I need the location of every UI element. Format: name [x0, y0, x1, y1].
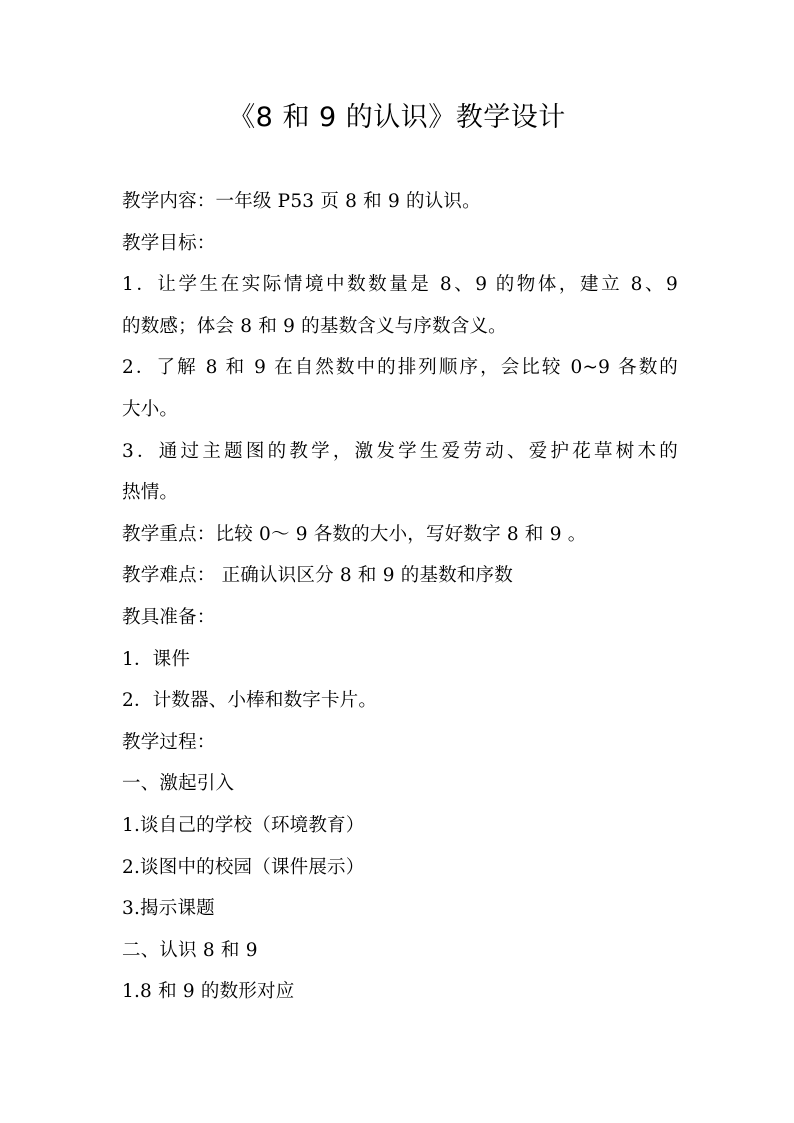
document-body — [122, 181, 678, 1013]
materials-item-1: 1．课件 — [122, 648, 191, 670]
section-2-item-1: 1.8 和 9 的数形对应 — [122, 981, 295, 1003]
teaching-process-heading: 教学过程： — [122, 731, 216, 753]
goal-1-line-1: 1．让学生在实际情境中数数量是 8、9 的物体，建立 8、9 — [122, 274, 678, 296]
goal-1-line-2: 的数感；体会 8 和 9 的基数含义与序数含义。 — [122, 315, 507, 337]
teaching-difficulty-line: 教学难点： 正确认识区分 8 和 9 的基数和序数 — [122, 565, 513, 587]
section-1-item-3: 3.揭示课题 — [122, 898, 215, 920]
teaching-focus-line: 教学重点：比较 0～ 9 各数的大小，写好数字 8 和 9 。 — [122, 523, 587, 545]
materials-heading: 教具准备： — [122, 606, 216, 628]
goal-2-line-2: 大小。 — [122, 398, 179, 420]
goal-2-line-1: 2．了解 8 和 9 在自然数中的排列顺序，会比较 0~9 各数的 — [122, 357, 678, 379]
section-2-heading: 二、认识 8 和 9 — [122, 939, 258, 961]
goal-3-line-1: 3．通过主题图的教学，激发学生爱劳动、爱护花草树木的 — [122, 440, 678, 462]
materials-item-2: 2．计数器、小棒和数字卡片。 — [122, 690, 378, 712]
document-title: 《8 和 9 的认识》教学设计 — [228, 102, 566, 133]
section-1-item-1: 1.谈自己的学校（环境教育） — [122, 814, 365, 836]
teaching-goals-heading: 教学目标： — [122, 232, 216, 254]
teaching-content-line: 教学内容：一年级 P53 页 8 和 9 的认识。 — [122, 191, 481, 212]
section-1-item-2: 2.谈图中的校园（课件展示） — [122, 856, 365, 878]
goal-3-line-2: 热情。 — [122, 482, 179, 504]
section-1-heading: 一、激起引入 — [122, 773, 235, 795]
